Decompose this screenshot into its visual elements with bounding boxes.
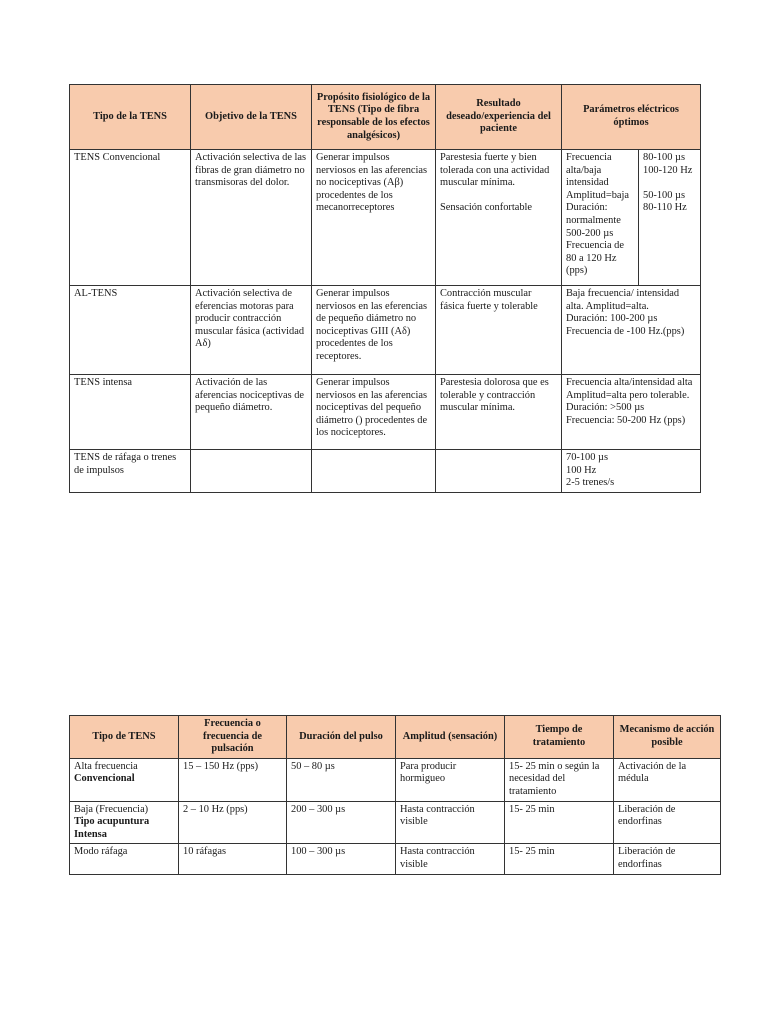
cell-objetivo: Activación de las aferencias nociceptivas de pequeño diámetro.: [191, 375, 312, 450]
tens-types-table: [69, 715, 721, 875]
cell-tipo-line1: Baja (Frecuencia): [74, 803, 149, 815]
cell-objetivo: Activación selectiva de eferencias motoras para producir contracción muscular fásica (actividad Aδ): [191, 286, 312, 375]
table-header-row: [70, 716, 721, 759]
cell-frecuencia: 15 – 150 Hz (pps): [179, 758, 287, 801]
header-parametros: Parámetros eléctricos óptimos: [562, 85, 701, 150]
cell-resultado: Parestesia fuerte y bien tolerada con una actividad muscular mínima. Sensación confortable: [436, 150, 562, 286]
table-row: [70, 150, 701, 286]
cell-proposito: Generar impulsos nerviosos en las aferencias no nociceptivas (Aβ) procedentes de los mecanorreceptores: [312, 150, 436, 286]
cell-proposito: [312, 450, 436, 493]
header-amplitud: Amplitud (sensación): [396, 716, 505, 759]
cell-duracion: 100 – 300 µs: [287, 844, 396, 875]
cell-tipo-line2: Convencional: [74, 773, 135, 785]
table-row: [70, 758, 721, 801]
table-row: [70, 286, 701, 375]
param-left: Frecuencia alta/baja intensidad Amplitud=baja Duración: normalmente 500-200 µs Frecuencia de 80 a 120 Hz (pps): [562, 150, 639, 285]
header-resultado: Resultado deseado/experiencia del paciente: [436, 85, 562, 150]
table-header-row: [70, 85, 701, 150]
header-duracion: Duración del pulso: [287, 716, 396, 759]
cell-amplitud: Hasta contracción visible: [396, 801, 505, 844]
cell-parametros: Frecuencia alta/intensidad alta Amplitud=alta pero tolerable. Duración: >500 µs Frecuencia: 50-200 Hz (pps): [562, 375, 701, 450]
cell-mecanismo: Liberación de endorfinas: [614, 844, 721, 875]
cell-proposito: Generar impulsos nerviosos en las eferencias de pequeño diámetro no nociceptivas GIII (Aδ) procedentes de los receptores.: [312, 286, 436, 375]
cell-amplitud: Para producir hormigueo: [396, 758, 505, 801]
tens-parameters-table: [69, 84, 701, 493]
cell-tipo-line2: Tipo acupuntura Intensa: [74, 816, 150, 840]
table-row: [70, 844, 721, 875]
cell-tipo-line1: Alta frecuencia: [74, 760, 138, 772]
cell-resultado: Parestesia dolorosa que es tolerable y contracción muscular mínima.: [436, 375, 562, 450]
cell-tiempo: 15- 25 min o según la necesidad del tratamiento: [505, 758, 614, 801]
cell-tipo-line1: Modo ráfaga: [74, 846, 128, 858]
cell-mecanismo: Liberación de endorfinas: [614, 801, 721, 844]
cell-tipo: [70, 844, 179, 875]
cell-tiempo: 15- 25 min: [505, 801, 614, 844]
cell-resultado: Contracción muscular fásica fuerte y tolerable: [436, 286, 562, 375]
header-tipo: Tipo de TENS: [70, 716, 179, 759]
cell-tipo: [70, 801, 179, 844]
table-row: [70, 450, 701, 493]
header-mecanismo: Mecanismo de acción posible: [614, 716, 721, 759]
cell-tiempo: 15- 25 min: [505, 844, 614, 875]
cell-parametros: Baja frecuencia/ intensidad alta. Amplitud=alta. Duración: 100-200 µs Frecuencia de -100 Hz.(pps): [562, 286, 701, 375]
cell-proposito: Generar impulsos nerviosos en las aferencias nociceptivas del pequeño diámetro () procedentes de los nociceptores.: [312, 375, 436, 450]
cell-objetivo: Activación selectiva de las fibras de gran diámetro no transmisoras del dolor.: [191, 150, 312, 286]
cell-tipo: AL-TENS: [70, 286, 191, 375]
cell-duracion: 50 – 80 µs: [287, 758, 396, 801]
cell-tipo: TENS Convencional: [70, 150, 191, 286]
table-row: [70, 801, 721, 844]
param-right: 80-100 µs 100-120 Hz 50-100 µs 80-110 Hz: [643, 152, 693, 214]
header-frecuencia: Frecuencia o frecuencia de pulsación: [179, 716, 287, 759]
cell-objetivo: [191, 450, 312, 493]
cell-frecuencia: 2 – 10 Hz (pps): [179, 801, 287, 844]
header-tipo: Tipo de la TENS: [70, 85, 191, 150]
cell-amplitud: Hasta contracción visible: [396, 844, 505, 875]
cell-resultado: [436, 450, 562, 493]
table-row: [70, 375, 701, 450]
cell-frecuencia: 10 ráfagas: [179, 844, 287, 875]
header-objetivo: Objetivo de la TENS: [191, 85, 312, 150]
cell-duracion: 200 – 300 µs: [287, 801, 396, 844]
cell-tipo: TENS de ráfaga o trenes de impulsos: [70, 450, 191, 493]
header-proposito: Propósito fisiológico de la TENS (Tipo de fibra responsable de los efectos analgésicos): [312, 85, 436, 150]
cell-tipo: [70, 758, 179, 801]
cell-tipo: TENS intensa: [70, 375, 191, 450]
cell-parametros: 70-100 µs 100 Hz 2-5 trenes/s: [562, 450, 701, 493]
cell-mecanismo: Activación de la médula: [614, 758, 721, 801]
header-tiempo: Tiempo de tratamiento: [505, 716, 614, 759]
cell-parametros: [562, 150, 701, 286]
